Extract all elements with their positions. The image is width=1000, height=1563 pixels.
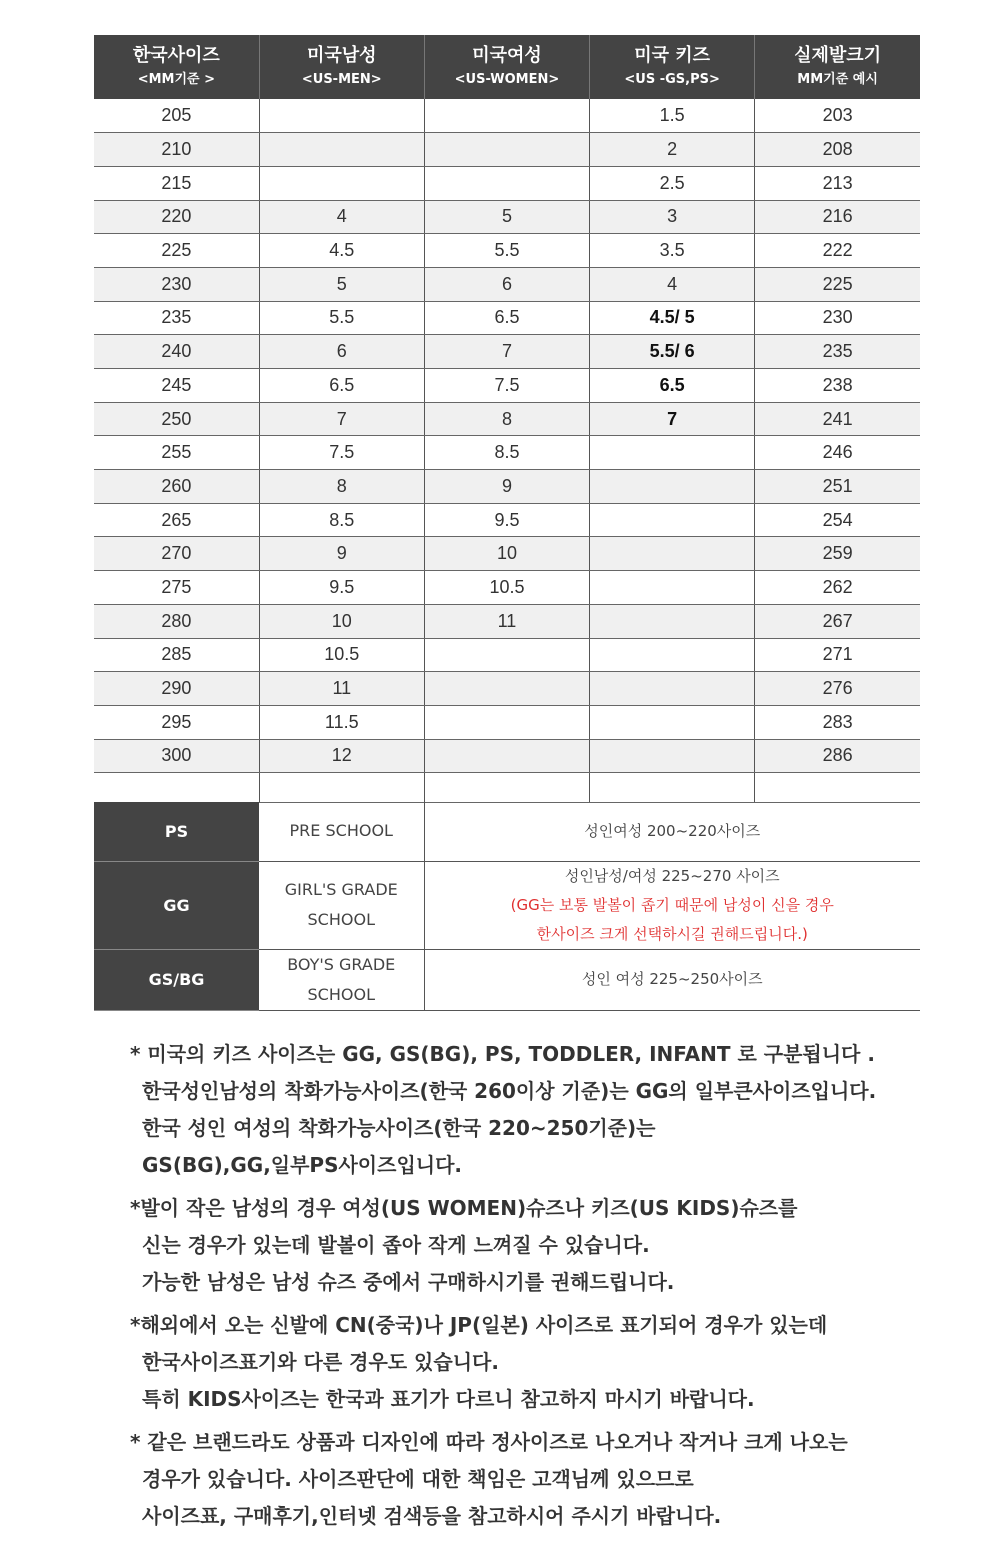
us-women-cell: 8.5 [424, 436, 589, 470]
category-warning: (GG는 보통 발볼이 좁기 때문에 남성이 신을 경우 [510, 895, 834, 914]
category-table [94, 802, 920, 1011]
us-kids-cell [590, 604, 755, 638]
note-cn-jp-sizes [130, 1307, 950, 1418]
note-line: 한국 성인 여성의 착화가능사이즈(한국 220~250기준)는 [142, 1116, 656, 1140]
category-row-gs [94, 949, 920, 1010]
us-kids-cell [590, 537, 755, 571]
foot-length-cell: 222 [755, 234, 920, 268]
header-kr: 한국사이즈 <MM기준 > [94, 35, 259, 99]
us-kids-cell [590, 571, 755, 605]
category-row-ps [94, 802, 920, 861]
table-row [94, 503, 920, 537]
foot-length-cell: 235 [755, 335, 920, 369]
category-warning: 한사이즈 크게 선택하시길 권해드립니다.) [536, 924, 808, 943]
note-line: * 미국의 키즈 사이즈는 GG, GS(BG), PS, TODDLER, INFANT 로 구분됩니다 . [130, 1042, 875, 1066]
foot-length-cell: 230 [755, 301, 920, 335]
table-row [94, 470, 920, 504]
note-line: * 같은 브랜드라도 상품과 디자인에 따라 정사이즈로 나오거나 작거나 크게 나오는 [130, 1430, 848, 1454]
header-row [94, 35, 920, 99]
us-women-cell: 5.5 [424, 234, 589, 268]
blank-cell [755, 773, 920, 803]
us-men-cell: 11.5 [259, 705, 424, 739]
foot-length-cell: 259 [755, 537, 920, 571]
us-women-cell: 8 [424, 402, 589, 436]
us-women-cell [424, 672, 589, 706]
table-row [94, 369, 920, 403]
us-kids-cell: 2 [590, 133, 755, 167]
foot-length-cell: 203 [755, 99, 920, 133]
us-kids-cell [590, 739, 755, 773]
us-women-cell [424, 705, 589, 739]
us-men-cell: 12 [259, 739, 424, 773]
table-row [94, 638, 920, 672]
us-women-cell: 10.5 [424, 571, 589, 605]
us-women-cell [424, 166, 589, 200]
kr-size-cell: 220 [94, 200, 259, 234]
kr-size-cell: 225 [94, 234, 259, 268]
blank-cell [590, 773, 755, 803]
foot-length-cell: 213 [755, 166, 920, 200]
us-women-cell: 9.5 [424, 503, 589, 537]
note-line: 한국사이즈표기와 다른 경우도 있습니다. [142, 1350, 499, 1374]
us-men-cell [259, 99, 424, 133]
category-code: PS [94, 802, 259, 861]
kr-size-cell: 210 [94, 133, 259, 167]
table-row [94, 234, 920, 268]
kr-size-cell: 205 [94, 99, 259, 133]
us-kids-cell [590, 638, 755, 672]
category-full-name: PRE SCHOOL [259, 802, 424, 861]
header-us-kids: 미국 키즈 <US -GS,PS> [590, 35, 755, 99]
us-kids-cell: 7 [590, 402, 755, 436]
foot-length-cell: 225 [755, 267, 920, 301]
us-men-cell: 11 [259, 672, 424, 706]
blank-cell [424, 773, 589, 803]
us-women-cell: 6 [424, 267, 589, 301]
kr-size-cell: 285 [94, 638, 259, 672]
us-women-cell: 7.5 [424, 369, 589, 403]
us-kids-cell: 2.5 [590, 166, 755, 200]
kr-size-cell: 250 [94, 402, 259, 436]
note-line: 경우가 있습니다. 사이즈판단에 대한 책임은 고객님께 있으므로 [142, 1467, 694, 1491]
us-men-cell: 5 [259, 267, 424, 301]
us-men-cell: 10.5 [259, 638, 424, 672]
us-men-cell: 10 [259, 604, 424, 638]
foot-length-cell: 216 [755, 200, 920, 234]
category-full-name: BOY'S GRADE SCHOOL [259, 949, 424, 1010]
notes-section [130, 1036, 950, 1541]
note-line: GS(BG),GG,일부PS사이즈입니다. [142, 1153, 463, 1177]
foot-length-cell: 262 [755, 571, 920, 605]
category-full-name: GIRL'S GRADE SCHOOL [259, 861, 424, 949]
us-women-cell: 10 [424, 537, 589, 571]
foot-length-cell: 286 [755, 739, 920, 773]
note-line: 가능한 남성은 남성 슈즈 중에서 구매하시기를 권해드립니다. [142, 1270, 675, 1294]
us-men-cell: 7.5 [259, 436, 424, 470]
us-kids-cell: 5.5/ 6 [590, 335, 755, 369]
foot-length-cell: 246 [755, 436, 920, 470]
note-line: *해외에서 오는 신발에 CN(중국)나 JP(일본) 사이즈로 표기되어 경우가 있는데 [130, 1313, 828, 1337]
kr-size-cell: 215 [94, 166, 259, 200]
us-men-cell: 7 [259, 402, 424, 436]
table-row [94, 436, 920, 470]
foot-length-cell: 251 [755, 470, 920, 504]
foot-length-cell: 238 [755, 369, 920, 403]
kr-size-cell: 245 [94, 369, 259, 403]
table-row [94, 335, 920, 369]
us-women-cell: 6.5 [424, 301, 589, 335]
kr-size-cell: 300 [94, 739, 259, 773]
table-row [94, 705, 920, 739]
us-men-cell: 6 [259, 335, 424, 369]
us-men-cell: 6.5 [259, 369, 424, 403]
foot-length-cell: 276 [755, 672, 920, 706]
us-women-cell [424, 638, 589, 672]
category-desc: 성인 여성 225~250사이즈 [424, 949, 920, 1010]
kr-size-cell: 290 [94, 672, 259, 706]
us-kids-cell: 3 [590, 200, 755, 234]
us-women-cell [424, 99, 589, 133]
foot-length-cell: 267 [755, 604, 920, 638]
kr-size-cell: 280 [94, 604, 259, 638]
kr-size-cell: 270 [94, 537, 259, 571]
category-desc: 성인남성/여성 225~270 사이즈 (GG는 보통 발볼이 좁기 때문에 남성이 신을 경우 한사이즈 크게 선택하시길 권해드립니다.) [424, 861, 920, 949]
us-men-cell: 5.5 [259, 301, 424, 335]
table-row [94, 604, 920, 638]
table-row [94, 739, 920, 773]
table-row [94, 200, 920, 234]
note-line: 한국성인남성의 착화가능사이즈(한국 260이상 기준)는 GG의 일부큰사이즈입니다. [142, 1079, 877, 1103]
us-kids-cell [590, 470, 755, 504]
kr-size-cell: 275 [94, 571, 259, 605]
table-row-blank [94, 773, 920, 803]
us-men-cell [259, 133, 424, 167]
us-kids-cell: 1.5 [590, 99, 755, 133]
note-line: 신는 경우가 있는데 발볼이 좁아 작게 느껴질 수 있습니다. [142, 1233, 650, 1257]
kr-size-cell: 295 [94, 705, 259, 739]
us-women-cell [424, 133, 589, 167]
kr-size-cell: 265 [94, 503, 259, 537]
kr-size-cell: 255 [94, 436, 259, 470]
us-men-cell [259, 166, 424, 200]
kr-size-cell: 230 [94, 267, 259, 301]
table-row [94, 99, 920, 133]
us-women-cell: 5 [424, 200, 589, 234]
us-men-cell: 9.5 [259, 571, 424, 605]
us-kids-cell: 4.5/ 5 [590, 301, 755, 335]
kr-size-cell: 240 [94, 335, 259, 369]
table-row [94, 133, 920, 167]
category-code: GS/BG [94, 949, 259, 1010]
blank-cell [94, 773, 259, 803]
table-row [94, 301, 920, 335]
us-women-cell: 11 [424, 604, 589, 638]
us-kids-cell: 4 [590, 267, 755, 301]
us-kids-cell [590, 672, 755, 706]
us-men-cell: 8.5 [259, 503, 424, 537]
foot-length-cell: 208 [755, 133, 920, 167]
note-line: 특히 KIDS사이즈는 한국과 표기가 다르니 참고하지 마시기 바랍니다. [142, 1387, 755, 1411]
us-women-cell: 9 [424, 470, 589, 504]
us-kids-cell: 3.5 [590, 234, 755, 268]
table-row [94, 402, 920, 436]
header-us-men: 미국남성 <US-MEN> [259, 35, 424, 99]
note-brand-variance [130, 1424, 950, 1535]
table-row [94, 166, 920, 200]
us-men-cell: 4.5 [259, 234, 424, 268]
size-table [94, 35, 920, 803]
foot-length-cell: 254 [755, 503, 920, 537]
table-row [94, 267, 920, 301]
us-men-cell: 8 [259, 470, 424, 504]
category-code: GG [94, 861, 259, 949]
us-women-cell [424, 739, 589, 773]
us-kids-cell [590, 436, 755, 470]
us-men-cell: 4 [259, 200, 424, 234]
header-us-women: 미국여성 <US-WOMEN> [424, 35, 589, 99]
kr-size-cell: 260 [94, 470, 259, 504]
table-row [94, 672, 920, 706]
kr-size-cell: 235 [94, 301, 259, 335]
table-row [94, 571, 920, 605]
category-row-gg [94, 861, 920, 949]
us-men-cell: 9 [259, 537, 424, 571]
note-small-feet [130, 1190, 950, 1301]
foot-length-cell: 271 [755, 638, 920, 672]
us-kids-cell [590, 503, 755, 537]
note-kids-sizes [130, 1036, 950, 1184]
blank-cell [259, 773, 424, 803]
note-line: *발이 작은 남성의 경우 여성(US WOMEN)슈즈나 키즈(US KIDS)슈즈를 [130, 1196, 798, 1220]
us-kids-cell: 6.5 [590, 369, 755, 403]
table-row [94, 537, 920, 571]
us-kids-cell [590, 705, 755, 739]
foot-length-cell: 283 [755, 705, 920, 739]
note-line: 사이즈표, 구매후기,인터넷 검색등을 참고하시어 주시기 바랍니다. [142, 1504, 722, 1528]
foot-length-cell: 241 [755, 402, 920, 436]
us-women-cell: 7 [424, 335, 589, 369]
header-foot-length: 실제발크기 MM기준 예시 [755, 35, 920, 99]
category-desc: 성인여성 200~220사이즈 [424, 802, 920, 861]
